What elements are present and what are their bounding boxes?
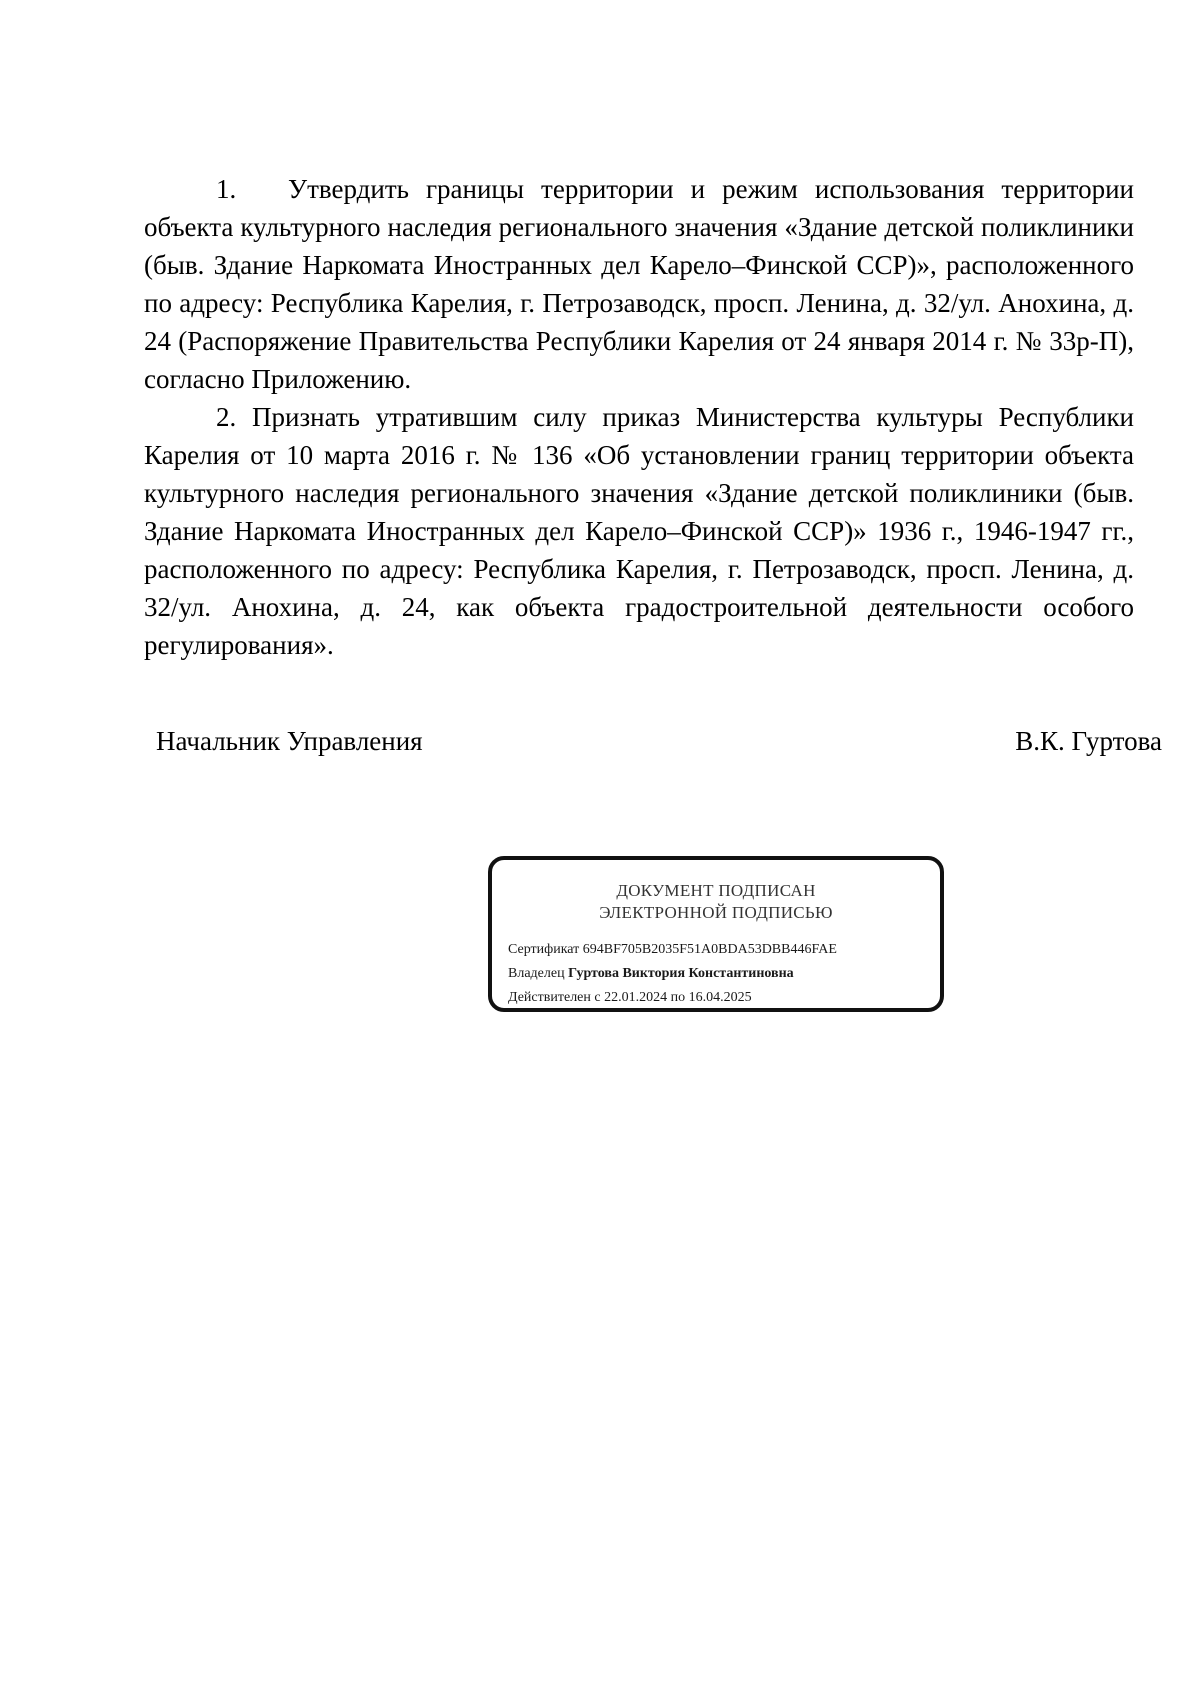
paragraph-1 — [144, 170, 1134, 398]
owner-value: Гуртова Виктория Константиновна — [568, 966, 794, 981]
document-body — [144, 170, 1134, 664]
valid-to-label: по — [670, 990, 686, 1005]
certificate-label: Сертификат — [508, 942, 580, 957]
valid-to: 16.04.2025 — [688, 990, 752, 1005]
stamp-title-line: ЭЛЕКТРОННОЙ ПОДПИСЬЮ — [599, 903, 833, 922]
stamp-title — [492, 880, 940, 924]
paragraph-number: 1. — [216, 174, 237, 204]
stamp-title-line: ДОКУМЕНТ ПОДПИСАН — [616, 881, 816, 900]
paragraph-text: Признать утратившим силу приказ Министерства культуры Республики Карелия от 10 марта 2016 г. № 136 «Об установлении границ территории объекта культурного наследия регионального значения «Здание детской поликлиники (быв. Здание Наркомата Иностранных дел Карело–Финской ССР)» 1936 г., 1946-1947 гг., расположенного по адресу: Республика Карелия, г. Петрозаводск, просп. Ленина, д. 32/ул. Анохина, д. 24, как объекта градостроительной деятельности особого регулирования». — [144, 402, 1135, 660]
paragraph-2 — [144, 398, 1134, 664]
certificate-value: 694BF705B2035F51A0BDA53DBB446FAE — [582, 942, 837, 957]
signatory-position: Начальник Управления — [156, 726, 423, 756]
paragraph-number: 2. — [216, 402, 237, 432]
signatory-name: В.К. Гуртова — [1015, 726, 1162, 756]
stamp-details — [508, 938, 928, 1010]
valid-from: 22.01.2024 — [604, 990, 668, 1005]
stamp-validity-line — [508, 986, 928, 1010]
owner-label: Владелец — [508, 966, 565, 981]
stamp-owner-line — [508, 962, 928, 986]
paragraph-text: Утвердить границы территории и режим использования территории объекта культурного наследия регионального значения «Здание детской поликлиники (быв. Здание Наркомата Иностранных дел Карело–Финской ССР)», расположенного по адресу: Республика Карелия, г. Петрозаводск, просп. Ленина, д. 32/ул. Анохина, д. 24 (Распоряжение Правительства Республики Карелия от 24 января 2014 г. № 33р-П), согласно Приложению. — [144, 174, 1134, 394]
electronic-signature-stamp — [488, 856, 944, 1012]
stamp-certificate-line — [508, 938, 928, 962]
valid-label: Действителен с — [508, 990, 601, 1005]
